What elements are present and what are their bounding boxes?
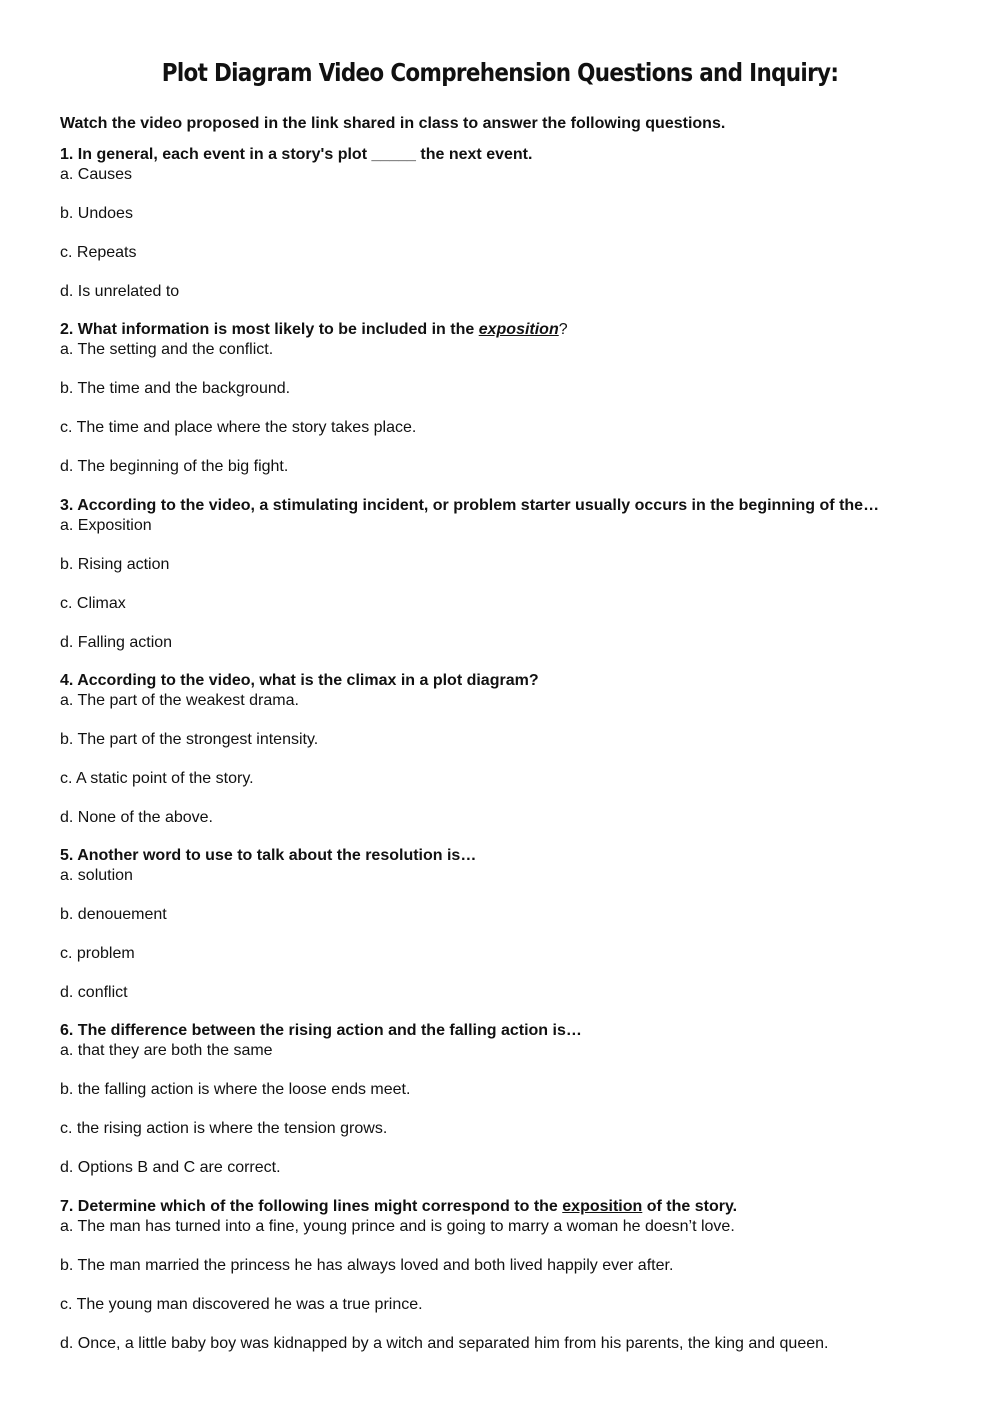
option-b: b. Rising action: [60, 555, 170, 573]
emphasized-term: exposition: [562, 1197, 643, 1215]
option-c: c. problem: [60, 945, 135, 963]
option-b: b. denouement: [60, 906, 167, 924]
question-text: [60, 145, 960, 165]
option-c: c. The young man discovered he was a true prince.: [60, 1295, 423, 1313]
option-d: d. Falling action: [60, 633, 173, 651]
option-b: b. The time and the background.: [60, 380, 291, 398]
option-c: c. Repeats: [60, 244, 137, 261]
question-5: [60, 846, 960, 1021]
option-c: c. The time and place where the story takes place.: [60, 419, 417, 437]
question-1: [60, 145, 960, 320]
question-text: [60, 1197, 960, 1217]
option-c: c. Climax: [60, 594, 126, 612]
question-suffix: of the story.: [642, 1197, 738, 1215]
option-a: a. The setting and the conflict.: [60, 341, 274, 359]
question-text: [60, 671, 960, 691]
option-b: b. The part of the strongest intensity.: [60, 730, 319, 748]
option-c: c. A static point of the story.: [60, 769, 254, 787]
option-d: d. The beginning of the big fight.: [60, 458, 289, 476]
option-d: d. Is unrelated to: [60, 283, 180, 300]
question-prompt: 4. According to the video, what is the climax in a plot diagram?: [60, 671, 539, 689]
question-prompt: 6. The difference between the rising action and the falling action is…: [60, 1022, 582, 1040]
question-6: [60, 1021, 960, 1196]
option-b: b. The man married the princess he has always loved and both lived happily ever after.: [60, 1256, 674, 1274]
option-d: d. Once, a little baby boy was kidnapped by a witch and separated him from his parents, the king and queen.: [60, 1334, 829, 1352]
option-a: a. Causes: [60, 166, 133, 183]
question-prompt: 5. Another word to use to talk about the resolution is…: [60, 847, 477, 865]
question-2: [60, 320, 960, 495]
question-text: [60, 1021, 960, 1041]
instructions: Watch the video proposed in the link shared in class to answer the following questions.: [60, 115, 726, 132]
option-d: d. conflict: [60, 984, 128, 1002]
question-prompt: 7. Determine which of the following lines might correspond to the: [60, 1197, 563, 1215]
option-b: b. Undoes: [60, 205, 133, 222]
question-prompt: 1. In general, each event in a story's plot _____ the next event.: [60, 146, 533, 163]
option-b: b. the falling action is where the loose ends meet.: [60, 1081, 411, 1099]
option-a: a. that they are both the same: [60, 1042, 273, 1060]
question-prompt: 2. What information is most likely to be included in the: [60, 321, 479, 339]
question-suffix: ?: [558, 321, 568, 339]
option-a: a. The part of the weakest drama.: [60, 691, 299, 709]
option-d: d. None of the above.: [60, 808, 213, 826]
option-a: a. solution: [60, 867, 133, 885]
emphasized-term: exposition: [478, 321, 559, 339]
question-4: [60, 671, 960, 846]
question-text: [60, 320, 960, 340]
question-text: [60, 496, 960, 516]
question-3: [60, 496, 960, 671]
question-prompt: 3. According to the video, a stimulating incident, or problem starter usually occurs in the beginning of the…: [60, 496, 880, 514]
question-list: [60, 145, 960, 1372]
option-d: d. Options B and C are correct.: [60, 1159, 281, 1177]
question-text: [60, 846, 960, 866]
question-7: [60, 1197, 960, 1372]
option-a: a. The man has turned into a fine, young prince and is going to marry a woman he doesn’t love.: [60, 1217, 735, 1235]
page-title: Plot Diagram Video Comprehension Questions and Inquiry:: [161, 58, 839, 87]
option-c: c. the rising action is where the tension grows.: [60, 1120, 388, 1138]
option-a: a. Exposition: [60, 516, 152, 534]
